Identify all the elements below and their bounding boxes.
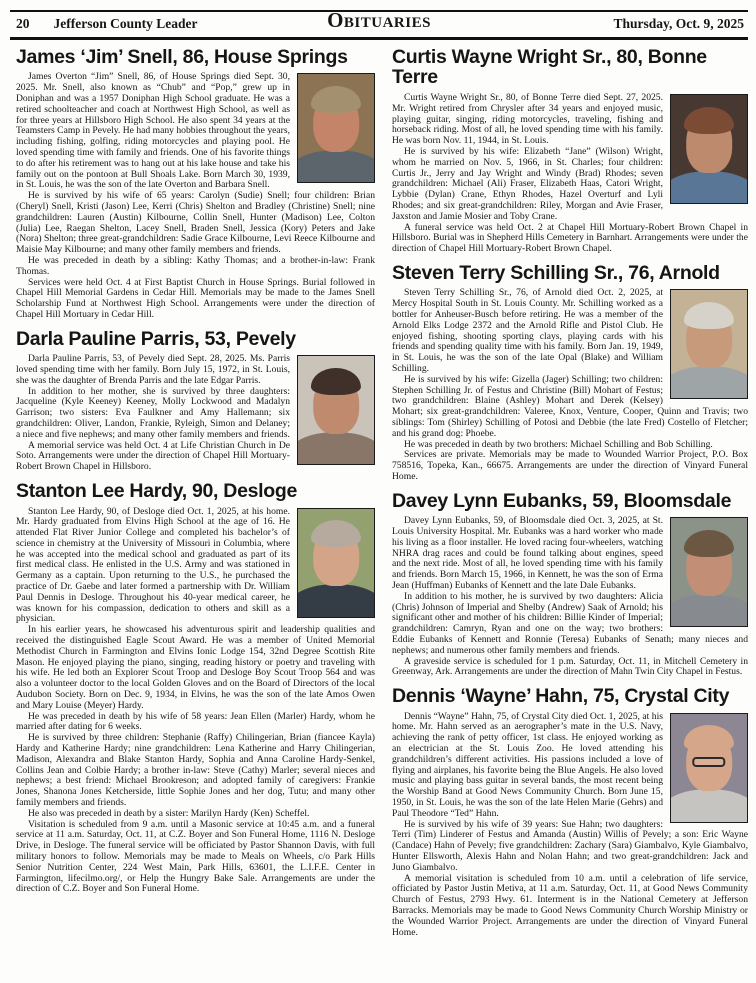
obituary-paragraph: He is survived by three children: Stephanie (Raffy) Chilingerian, Brian (fiancee Kayla) Hardy and Katherine Hardy; nine grandchildren: Lena Katherine and Harry Chilingerian, Madison, Alexandra and Blake Stanton Hardy, Sophia and Anna Caroline Hardy-Senkel, Collins Jean and Colbie Hardy; a brother in-law: Steve (Cathy) Marler; several nieces and nephews; a best friend: Michael Brookreson; and adopted family of caregivers: Frankie Jones, Shanona Jones Ketcherside, little Sophie Jones and her dog, Tutu; and many other family members and friends. [16, 732, 375, 809]
obituary-paragraph: He is survived by his wife of 65 years: Carolyn (Sudie) Snell; four children: Brian (Cheryl) Snell, Kristi (Jason) Lee, Kerri (Chris) Shelton and Bradley (Christine) Snell; nine grandchildren: Lauren (Austin) Kilbourne, Collin Snell, Hunter (Madison) Lee, Colton (Julia) Lee, Raegan Shelton, Lacey Snell, Braden Snell, Jessica (Kory) Peters and Jake (Nora) Shelton; three great-grandchildren: Sadie Grace Kilbourne, Levi Reece Kilbourne and Maisie May Kilbourne; and many other family members and friends. [16, 190, 375, 256]
obituary-paragraph: A graveside service is scheduled for 1 p.m. Saturday, Oct. 11, in Mitchell Cemetery in Greenway, Ark. Arrangements are under the direction of Mahn Twin City Chapel in Festus. [392, 655, 748, 678]
photo-shape [311, 86, 361, 113]
photo-shape [684, 107, 734, 134]
obituary-paragraph: Stanton Lee Hardy, 90, of Desloge died Oct. 1, 2025, at his home. Mr. Hardy graduated from Elvins High School at the age of 16. He attended Flat River Junior College and completed his bachelor’s of science in chemistry at the University of Missouri in Columbia, where he was accepted into the medical school and graduated as part of its first medical class. He enlisted in the U.S. Army and was stationed in Germany as a captain. Upon returning to the U.S., he purchased the practice of Dr. Gaebe and later formed a partnership with Dr. William Paul Dennis in Desloge. Throughout his 40-year medical career, he was known for his compassion, dedication to others and skill as a physician. [16, 505, 290, 625]
obituary-paragraph: Services are private. Memorials may be made to Wounded Warrior Project, P.O. Box 758516, Topeka, Kan., 66675. Arrangements are under the direction of Vinyard Funeral Home. [392, 449, 748, 482]
obituary-paragraph: In addition to his mother, he is survived by two daughters: Alicia (Chris) Johnson of Imperial and Shelby (Andrew) Saak of Arnold; his significant other and mother of his children: Billie Kinder of Imperial; grandchildren: Camryn, Ryan and one on the way; two brothers: Eddie Eubanks of Kennett and Ronnie (Teresa) Eubanks of Senath; many nieces and nephews; and numerous other family members and friends. [392, 590, 748, 656]
obituary-stanton-hardy [16, 481, 375, 895]
portrait-photo [670, 289, 748, 399]
portrait-photo [670, 517, 748, 627]
obituary-headline: Darla Pauline Parris, 53, Pevely [16, 327, 296, 350]
photo-shape [670, 366, 748, 399]
obituary-curtis-wright [392, 47, 748, 255]
obituary-paragraph: He is survived by his wife: Gizella (Jager) Schilling; two children: Stephen Schilling Jr. of Festus and Christine (Bill) Mohart of Festus; two grandchildren: Blaine (Ashley) Mohart and Derek (Kelsey) Mohart; six great-grandchildren: Valeree, Knox, Venture, Cooper, Quinn and Travis; two siblings: Tom (Shirley) Schilling of Potosi and Debbie (the late Fred) Costello of Fletcher; and his grand dog: Phoebe. [392, 373, 748, 439]
photo-shape [684, 302, 734, 329]
obituary-headline: James ‘Jim’ Snell, 86, House Springs [16, 46, 348, 68]
obituary-paragraph: Davey Lynn Eubanks, 59, of Bloomsdale died Oct. 3, 2025, at St. Louis University Hospital. Mr. Eubanks was a hard worker who made his living as a floor installer. He loved racing four-wheelers, watching NHRA drag races and could be found talking about engines, speed and the next ride. Most of all, he loved spending time with his family and friends. Born March 15, 1966, in Kennett, he was the son of Erma Jean (Huffman) Eubanks of Kennett and the late Dale Eubanks. [392, 515, 663, 591]
obituary-paragraph: He was preceded in death by two brothers: Michael Schilling and Bob Schilling. [404, 438, 713, 450]
photo-shape [684, 725, 734, 752]
photo-shape [311, 368, 361, 395]
obituary-paragraph: Services were held Oct. 4 at First Baptist Church in House Springs. Burial followed in Chapel Hill Memorial Gardens in Cedar Hill. Memorials may be made to the James Snell Scholarship Fund at Northwest High School. Arrangements were under the direction of Chapel Hill Mortuary in Cedar Hill. [16, 276, 375, 320]
obituary-paragraph: Steven Terry Schilling Sr., 76, of Arnold died Oct. 2, 2025, at Mercy Hospital South in St. Louis County. Mr. Schilling worked as a bottler for Anheuser-Busch before retiring. He was a member of the Arnold Elks Lodge 2372 and the Arnold Rifle and Pistol Club. He enjoyed fishing, shooting sporting clays, playing cards with his friends and spending quality time with his family. Born Jan. 19, 1949, in St. Louis, he was the son of the late Opal (Blake) and William Schilling. [392, 287, 663, 374]
portrait-photo [297, 508, 375, 618]
obituary-paragraph: Visitation is scheduled from 9 a.m. until a Masonic service at 10:45 a.m. and a funeral service at 11 a.m. Saturday, Oct. 11, at C.Z. Boyer and Son Funeral Home, 1116 N. Desloge Drive, in Desloge. The funeral service will be officiated by Pastor Shannon Davis, with full military honors to follow. Memorials may be made to Meals on Wheels, c/o Park Hills Senior Nutrition Center, 224 West Main, Park Hills, 63601, the L.I.F.E. Center in Farmington, lifecilmo.org/, or Help the Hungry Bake Sale. Arrangements are under the direction of C.Z. Boyer and Son Funeral Home. [16, 818, 375, 895]
page-header [10, 10, 748, 40]
portrait-photo [670, 713, 748, 823]
obituary-paragraph: A memorial visitation is scheduled from 10 a.m. until a celebration of life service, officiated by Pastor Justin Metiva, at 11 a.m. Saturday, Oct. 11, at Good News Community Church of Festus, 2793 Hwy. 61. Interment is in the National Cemetery at Jefferson Barracks. Memorials may be made to Good News Community Church Worship Ministry or the Wounded Warrior Project. Arrangements are under the direction of Vinyard Funeral Home. [392, 872, 748, 938]
obituary-headline: Stanton Lee Hardy, 90, Desloge [16, 480, 298, 503]
obituary-paragraph: He was preceded in death by a sibling: Kathy Thomas; and a brother-in-law: Frank Thomas. [16, 255, 375, 277]
portrait-photo [670, 94, 748, 204]
obituary-paragraph: He is survived by his wife of 39 years: Sue Hahn; two daughters: Terri (Tim) Linderer of Festus and Amanda (Austin) Willis of Pevely; a son: Eric Wayne (Candace) Hahn of Pevely; five grandchildren: Zachary (Sara) Giambalvo, Kyle Giambalvo, Hunter Ellsworth, Alexis Hahn and Nolan Hahn; and two great-grandchildren: Jack and Juno Giambalvo. [392, 818, 748, 873]
section-title: Obituaries [327, 8, 431, 32]
obituary-james-snell [16, 47, 375, 321]
issue-date: Thursday, Oct. 9, 2025 [613, 16, 744, 31]
obituary-paragraph: James Overton “Jim” Snell, 86, of House Springs died Sept. 30, 2025. Mr. Snell, also known as “Chub” and “Pop,” grew up in Doniphan and was a 1957 Doniphan High School graduate. He was a retired schoolteacher and coach at Northwest High School, as well as for three years at Hillsboro High School. He also spent 34 years at the Teamsters Camp in Pevely. He had many hobbies throughout the years, including fishing, golfing, riding motorcycles and playing pool. He loved spending time with family and friends. One of his favorite things to do after his retirement was to hang out at his lake house and take his family out on the pontoon at Bull Shoals Lake. Born March 30, 1939, in St. Louis, he was the son of the late Overton and Barbara Snell. [16, 71, 290, 191]
glasses-shape [692, 757, 725, 767]
photo-shape [670, 171, 748, 204]
obituary-paragraph: In addition to her mother, she is survived by three daughters: Jacqueline (Kyle Keeney) Keeney, Molly Lockwood and Madalyn Garrison; two sisters: Eva Faulkner and Amy Hallemann; six grandchildren: Oliver, Landon, Frankie, Ryleigh, Simon and Delaney; a niece and five nephews; and many other family members and friends. [16, 385, 290, 440]
obituary-davey-eubanks [392, 491, 748, 678]
obituary-paragraph: He is survived by his wife: Elizabeth “Jane” (Wilson) Wright, whom he married on Nov. 5, 1966, in St. Charles; four children: Curtis Jr., Jerry and Jay Wright and Windy (Brad) Rhodes; seven grandchildren: Michael (Ali) Fraser, Elizabeth Haas, Catori Wright, Lybbie (Dylan) Crane, Ethyn Rhodes, Hazel Overturf and Lyli Rhodes; and six great-grandchildren: Riley, Morgan and Avie Fraser, Jaxston and Jamie Mosier and Toby Crane. [392, 145, 663, 222]
obituary-paragraph: A memorial service was held Oct. 4 at Life Christian Church in De Soto. Arrangements were under the direction of Chapel Hill Mortuary-Robert Brown Chapel in Hillsboro. [16, 439, 290, 473]
publication-name: Jefferson County Leader [53, 16, 198, 31]
photo-shape [670, 789, 748, 822]
right-column [392, 44, 748, 938]
obituary-paragraph: He was preceded in death by his wife of 58 years: Jean Ellen (Marler) Hardy, whom he married after dating for 6 weeks. [16, 710, 375, 733]
photo-shape [297, 432, 375, 465]
obituary-paragraph: Dennis “Wayne” Hahn, 75, of Crystal City died Oct. 1, 2025, at his home. Mr. Hahn served as an aerographer’s mate in the U.S. Navy, achieving the rank of petty officer, 1st class. He enjoyed working as an electrician at the St. Louis Zoo. He loved attending his grandchildren’s different activities. His passions included a love of flying and airplanes, his favorite being the Blue Angels. He also loved music and playing bass guitar in several bands, the most recent being the Worship Band at Good News Community Church. Born June 15, 1950, in St. Louis, he was the son of the late Helen Marie (Gehrs) and Paul Theodore “Ted” Hahn. [392, 710, 663, 819]
left-column [16, 44, 375, 938]
portrait-photo [297, 355, 375, 465]
photo-shape [297, 150, 375, 183]
obituary-steven-schilling [392, 263, 748, 483]
photo-shape [311, 520, 361, 547]
photo-shape [670, 594, 748, 627]
obituary-headline: Dennis ‘Wayne’ Hahn, 75, Crystal City [392, 685, 730, 708]
obituary-paragraph: Darla Pauline Parris, 53, of Pevely died Sept. 28, 2025. Ms. Parris loved spending time with her family. Born July 15, 1972, in St. Louis, she was the daughter of Brenda Parris and the late Edgar Parris. [16, 353, 290, 386]
photo-shape [684, 530, 734, 557]
portrait-photo [297, 73, 375, 183]
obituary-paragraph: In his earlier years, he showcased his adventurous spirit and leadership qualities and received the distinguished Eagle Scout Award. He was a member of United Memorial Methodist Church in Farmington and Elvins Ionic Lodge 154, 32nd Degree Scottish Rite Mason. He enjoyed playing the piano, singing, reading history or poetry and traveling with his wife. He led both an Explorer Scout Troop and Desloge Boy Scout Troop 564 and was also a volunteer doctor to the local Golden Gloves and on the Board of Directors of the local Audubon Society. Born on Dec. 9, 1934, in Elvins, he was the son of the late Amos Owen and Mary Louise (Meyer) Hardy. [16, 624, 375, 711]
obituary-paragraph: He also was preceded in death by a sister: Marilyn Hardy (Ken) Scheffel. [28, 807, 310, 819]
obituary-paragraph: A funeral service was held Oct. 2 at Chapel Hill Mortuary-Robert Brown Chapel in Hillsboro. Burial was in Shepherd Hills Cemetery in Barnhart. Arrangements were under the direction of Chapel Hill Mortuary-Robert Brown Chapel. [392, 221, 748, 255]
obituary-paragraph: Curtis Wayne Wright Sr., 80, of Bonne Terre died Sept. 27, 2025. Mr. Wright retired from Chrysler after 34 years and enjoyed music, playing guitar, singing, riding motorcycles, traveling, fishing and horseback riding. Most of all, he loved spending time with his family. He was born Nov. 11, 1944, in St. Louis. [392, 91, 663, 147]
obituary-headline: Steven Terry Schilling Sr., 76, Arnold [392, 261, 720, 284]
obituary-headline: Davey Lynn Eubanks, 59, Bloomsdale [392, 489, 732, 512]
obituary-dennis-hahn [392, 686, 748, 938]
obituaries-columns [0, 40, 756, 938]
obituary-darla-parris [16, 329, 375, 473]
obituary-headline: Curtis Wayne Wright Sr., 80, Bonne Terre [392, 46, 707, 89]
photo-shape [297, 584, 375, 617]
page-number: 20 [16, 16, 30, 31]
